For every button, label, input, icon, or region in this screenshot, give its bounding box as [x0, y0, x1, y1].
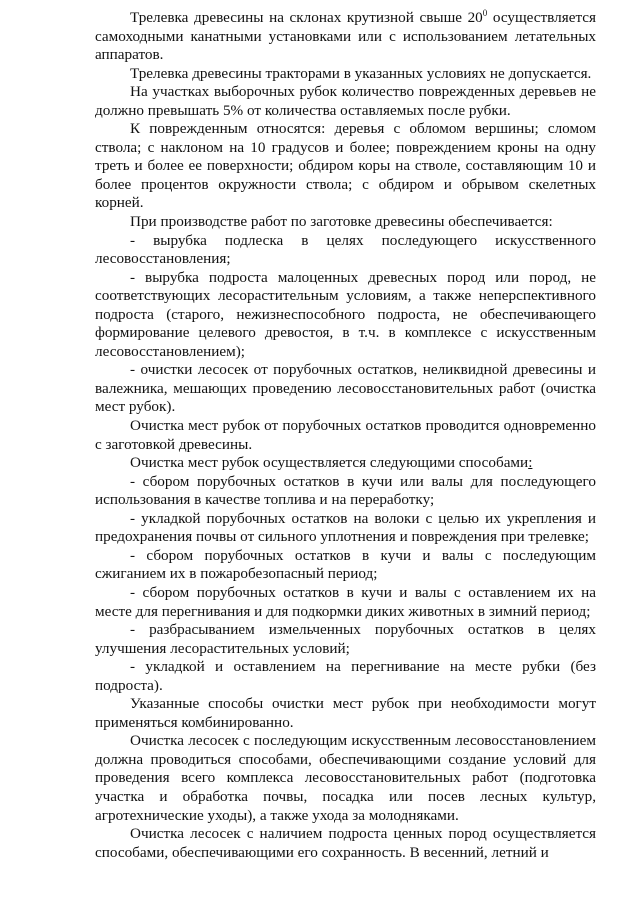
paragraph-skidding-slopes: [95, 9, 596, 65]
list-item: - сбором порубочных остатков в кучи и валы с последующим сжиганием их в пожаробезопасный период;: [95, 546, 596, 583]
list-item: - сбором порубочных остатков в кучи или валы для последующего использования в качестве топлива и на переработку;: [95, 472, 596, 509]
paragraph: Указанные способы очистки мест рубок при необходимости могут применяться комбинированно.: [95, 695, 596, 731]
paragraph-text: Трелевка древесины на склонах крутизной свыше 20: [130, 9, 483, 26]
list-item: - вырубка подроста малоценных древесных пород или пород, не соответствующих лесорастительным условиям, а также неперспективного подроста (старого, нежизнеспособного подроста, не обеспечивающего формирование целевого древостоя, в т.ч. в комплексе с искусственным лесовосстановлением);: [95, 268, 596, 360]
paragraph: К поврежденным относятся: деревья с обломом вершины; сломом ствола; с наклоном на 10 градусов и более; повреждением кроны на одну треть и более ее поверхности; обдиром коры на стволе, составляющим 10 и более процентов окружности ствола; с обдиром и обрывом скелетных корней.: [95, 120, 596, 212]
paragraph-text: осуществляется самоходными канатными установками или с использованием летательных аппаратов.: [95, 9, 596, 64]
paragraph-text: Очистка мест рубок осуществляется следующими способами: [130, 454, 529, 472]
paragraph: Трелевка древесины тракторами в указанных условиях не допускается.: [130, 64, 592, 82]
document-body: [95, 9, 596, 862]
paragraph: Очистка лесосек с последующим искусственным лесовосстановлением должна проводиться способами, обеспечивающими создание условий для проведения всего комплекса лесовосстановительных работ (подготовка участка и обработка почвы, посадка или посев лесных культур, агротехнические уходы), а также ухода за молодняками.: [95, 732, 596, 824]
list-item: - укладкой и оставлением на перегнивание на месте рубки (без подроста).: [95, 658, 596, 694]
list-item: - вырубка подлеска в целях последующего искусственного лесовосстановления;: [95, 231, 596, 268]
list-item: - сбором порубочных остатков в кучи и валы с оставлением их на месте для перегнивания и для подкормки диких животных в зимний период;: [95, 583, 596, 620]
list-item: - разбрасыванием измельченных порубочных остатков в целях улучшения лесорастительных условий;: [95, 621, 596, 657]
paragraph: На участках выборочных рубок количество поврежденных деревьев не должно превышать 5% от количества оставляемых после рубки.: [95, 83, 596, 119]
underlined-colon: :: [528, 454, 533, 472]
paragraph-cleaning-methods: [95, 454, 596, 473]
paragraph: При производстве работ по заготовке древесины обеспечивается:: [130, 213, 553, 231]
paragraph: Очистка мест рубок от порубочных остатков проводится одновременно с заготовкой древесины.: [95, 417, 596, 453]
paragraph: Очистка лесосек с наличием подроста ценных пород осуществляется способами, обеспечивающими его сохранность. В весенний, летний и: [95, 825, 596, 861]
list-item: - очистки лесосек от порубочных остатков, неликвидной древесины и валежника, мешающих проведению лесовосстановительных работ (очистка мест рубок).: [95, 361, 596, 416]
list-item: - укладкой порубочных остатков на волоки с целью их укрепления и предохранения почвы от сильного уплотнения и повреждения при трелевке;: [95, 509, 596, 546]
degree-superscript: 0: [482, 7, 488, 18]
